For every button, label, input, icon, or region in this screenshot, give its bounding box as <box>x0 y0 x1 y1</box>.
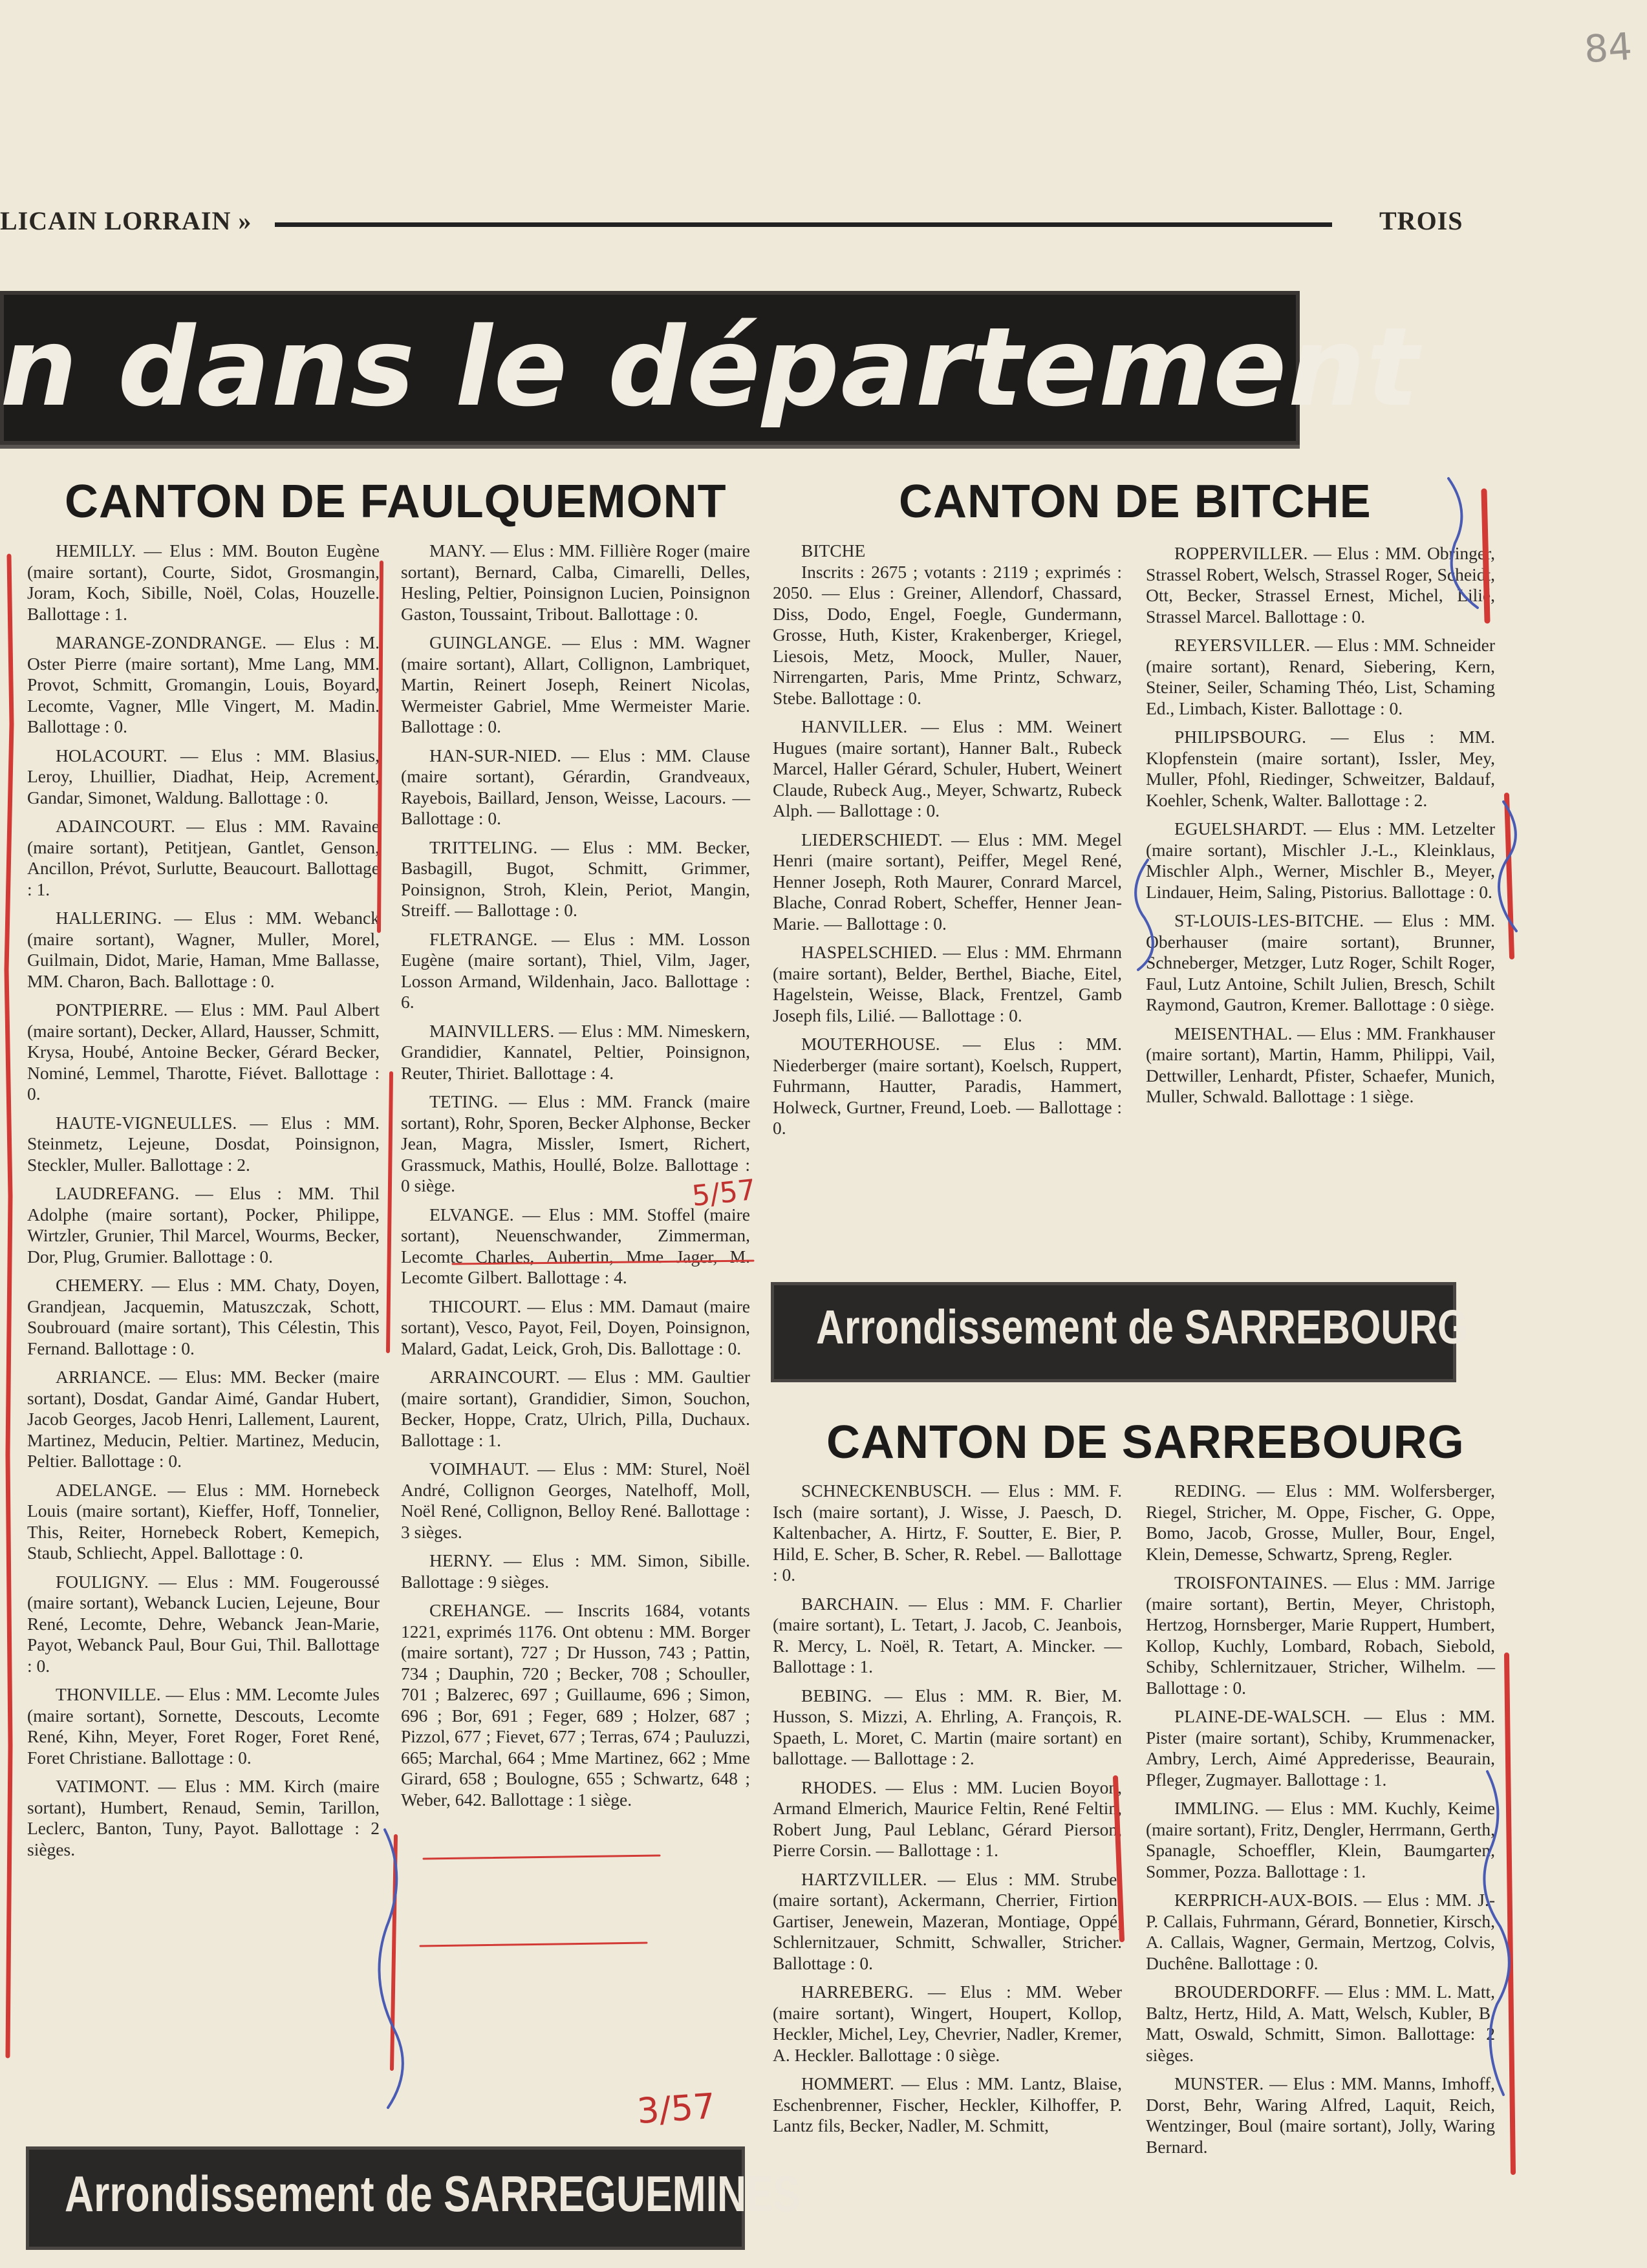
canton-sarrebourg-heading: CANTON DE SARREBOURG <box>826 1417 1465 1468</box>
arrondissement-sarrebourg-title: Arrondissement de SARREBOURG <box>816 1300 1469 1354</box>
department-banner-title: n dans le département <box>0 304 1420 431</box>
article-commune: HALLERING. — Elus : MM. Webanck (maire sortant), Wagner, Muller, Morel, Guilmain, Didot, Marie, Haman, Mme Ballasse, MM. Charon, Bach. Ballottage : 0. <box>27 908 380 991</box>
handwritten-note-teting: 5/57 <box>690 1173 758 1214</box>
blue-pen-marks <box>379 478 1516 2108</box>
article-commune: CREHANGE. — Inscrits 1684, votants 1221, exprimés 1176. Ont obtenu : MM. Borger (maire sortant), 727 ; Dr Husson, 743 ; Pattin, 734 ; Dauphin, 720 ; Becker, 708 ; Schouller, 701 ; Balzerec, 697 ; Guillaume, 696 ; Simon, 696 ; Bor, 691 ; Feger, 689 ; Holzer, 687 ; Pizzol, 677 ; Fievet, 677 ; Terras, 674 ; Pauluzzi, 665; Marchal, 664 ; Mme Martinez, 662 ; Mme Girard, 658 ; Boulogne, 655 ; Schwartz, 648 ; Weber, 642. Ballottage : 1 siège. <box>401 1600 750 1810</box>
article-commune: ST-LOUIS-LES-BITCHE. — Elus : MM. Oberhauser (maire sortant), Brunner, Schneberger, Metzger, Lutz Roger, Schilt Roger, Faul, Lutz Antoine, Schilt Julien, Bresch, Schilt Raymond, Gautron, Kremer. Ballottage : 0 siège. <box>1146 910 1495 1014</box>
article-commune: PLAINE-DE-WALSCH. — Elus : MM. Pister (maire sortant), Schiby, Krummenacker, Ambry, Lerch, Aimé Apprederisse, Beaurain, Pfleger, Zugmayer. Ballottage : 1. <box>1146 1706 1495 1790</box>
article-commune: FOULIGNY. — Elus : MM. Fougeroussé (maire sortant), Webanck Lucien, Lejeune, Bour René, Lecomte, Dehre, Webanck Jean-Marie, Payot, Webanck Paul, Bour Gui, Thil. Ballottage : 0. <box>27 1571 380 1676</box>
article-commune: Inscrits : 2675 ; votants : 2119 ; exprimés : 2050. — Elus : Greiner, Allendorf, Chassard, Diss, Dodo, Engel, Foegle, Gundermann, Grosse, Huth, Kister, Krakenberger, Kriegel, Liesois, Metz, Moock, Muller, Nauer, Nirrengarten, Paris, Mme Printz, Schwarz, Stebe. Ballottage : 0. <box>773 561 1122 708</box>
article-commune: PHILIPSBOURG. — Elus : MM. Klopfenstein (maire sortant), Issler, Mey, Muller, Pfohl, Riedinger, Schweitzer, Baldauf, Koehler, Schenk, Walter. Ballottage : 2. <box>1146 727 1495 810</box>
article-commune: VOIMHAUT. — Elus : MM: Sturel, Noël André, Collignon Georges, Natelhoff, Moll, Noël René, Collignon, Belloy René. Ballottage : 3 sièges. <box>401 1459 750 1542</box>
article-commune: ADELANGE. — Elus : MM. Hornebeck Louis (maire sortant), Kieffer, Hoff, Tonnelier, This, Reiter, Hornebeck Robert, Kemepich, Staub, Schliecht, Appel. Ballottage : 0. <box>27 1479 380 1563</box>
article-commune: ARRAINCOURT. — Elus : MM. Gaultier (maire sortant), Grandidier, Simon, Souchon, Becker, Hoppe, Cratz, Ulrich, Pilla, Duchaux. Ballottage : 1. <box>401 1367 750 1450</box>
article-commune: HERNY. — Elus : MM. Simon, Sibille. Ballottage : 9 sièges. <box>401 1550 750 1592</box>
article-commune: BROUDERDORFF. — Elus : MM. L. Matt, Baltz, Hertz, Hild, A. Matt, Welsch, Kubler, B. Matt, Oswald, Schmitt, Simon. Ballottage: 2 sièges. <box>1146 1982 1495 2065</box>
article-commune: HARTZVILLER. — Elus : MM. Strubel (maire sortant), Ackermann, Cherrier, Firtion, Gartiser, Jenewein, Mazeran, Montiage, Oppé, Schlernitzauer, Schmitt, Schwaller, Stricher. Ballottage : 0. <box>773 1868 1122 1973</box>
article-commune: HOMMERT. — Elus : MM. Lantz, Blaise, Eschenbrenner, Fischer, Heckler, Kilhoffer, P. Lantz fils, Becker, Nadler, M. Schmitt, <box>773 2073 1122 2135</box>
article-commune: MAINVILLERS. — Elus : MM. Nimeskern, Grandidier, Kannatel, Peltier, Poinsignon, Reuter, Thiriet. Ballottage : 4. <box>401 1020 750 1083</box>
page-number-handwritten: 84 <box>1582 24 1634 72</box>
article-commune: BEBING. — Elus : MM. R. Bier, M. Husson, S. Mizzi, A. Ehrling, A. François, R. Spaeth, L. Moret, C. Martin (maire sortant) en ballottage. — Ballottage : 2. <box>773 1685 1122 1768</box>
article-commune: MARANGE-ZONDRANGE. — Elus : M. Oster Pierre (maire sortant), Mme Lang, MM. Provot, Schmitt, Gromangin, Louis, Boyard, Lecomte, Vagner, Mlle Vingert, M. Madin. Ballottage : 0. <box>27 632 380 736</box>
article-commune: HOLACOURT. — Elus : MM. Blasius, Leroy, Lhuillier, Diadhat, Heip, Acrement, Gandar, Simonet, Waldung. Ballottage : 0. <box>27 745 380 808</box>
article-commune: EGUELSHARDT. — Elus : MM. Letzelter (maire sortant), Mischler J.-L., Kleinklaus, Mischler Alph., Werner, Mischler B., Meyer, Lindauer, Heim, Saling, Pistorius. Ballottage : 0. <box>1146 818 1495 902</box>
article-commune: LIEDERSCHIEDT. — Elus : MM. Megel Henri (maire sortant), Peiffer, Megel René, Henner Joseph, Roth Maurer, Conrard Marcel, Blache, Conrad Robert, Scheffer, Henner Jean-Marie. — Ballottage : 0. <box>773 829 1122 934</box>
canton-faulquemont-heading: CANTON DE FAULQUEMONT <box>65 476 727 528</box>
canton-bitche-heading: CANTON DE BITCHE <box>899 476 1372 528</box>
article-commune: HEMILLY. — Elus : MM. Bouton Eugène (maire sortant), Courte, Sidot, Grosmangin, Joram, Koch, Sibille, Noël, Colas, Houzelle. Ballottage : 1. <box>27 540 380 624</box>
article-commune: THONVILLE. — Elus : MM. Lecomte Jules (maire sortant), Sornette, Descouts, Lecomte René, Kihn, Meyer, Foret Roger, Foret René, Foret Christiane. Ballottage : 0. <box>27 1684 380 1768</box>
article-commune: ROPPERVILLER. — Elus : MM. Obringer, Strassel Robert, Welsch, Strassel Roger, Scheidt, Ott, Becker, Strassel Ernest, Michel, Lilié, Strassel Marcel. Ballottage : 0. <box>1146 543 1495 626</box>
article-commune: ADAINCOURT. — Elus : MM. Ravaine (maire sortant), Petitjean, Gantlet, Genson, Ancillon, Prévot, Surlutte, Beaucourt. Ballottage : 1. <box>27 816 380 899</box>
article-commune: ELVANGE. — Elus : MM. Stoffel (maire sortant), Neuenschwander, Zimmerman, Lecomte Charles, Aubertin, Mme Jager, M. Lecomte Gilbert. Ballottage : 4. <box>401 1204 750 1287</box>
article-commune: ARRIANCE. — Elus: MM. Becker (maire sortant), Dosdat, Gandar Aimé, Gandar Hubert, Jacob Georges, Jacob Henri, Lallement, Laurent, Martinez, Meducin, Peltier. Martinez, Meducin, Peltier. Ballottage : 0. <box>27 1367 380 1471</box>
article-commune: KERPRICH-AUX-BOIS. — Elus : MM. J.-P. Callais, Fuhrmann, Gérard, Bonnetier, Kirsch, A. Callais, Wagner, Germain, Mertzog, Colvis, Duchêne. Ballottage : 0. <box>1146 1890 1495 1973</box>
article-commune: FLETRANGE. — Elus : MM. Losson Eugène (maire sortant), Thiel, Vilm, Jager, Losson Armand, Wildenhain, Jaco. Ballottage : 6. <box>401 928 750 1012</box>
article-commune: REDING. — Elus : MM. Wolfersberger, Riegel, Stricher, M. Oppe, Fischer, G. Oppe, Bomo, Jacob, Grosse, Muller, Bour, Engel, Klein, Demesse, Schwartz, Spreng, Regler. <box>1146 1481 1495 1564</box>
article-commune: TETING. — Elus : MM. Franck (maire sortant), Rohr, Sporen, Becker Alphonse, Becker Jean, Magra, Missler, Ismert, Richert, Grassmuck, Mathis, Houllé, Bolze. Ballottage : 0 siège. <box>401 1091 750 1195</box>
article-commune: LAUDREFANG. — Elus : MM. Thil Adolphe (maire sortant), Pocker, Philippe, Wirtzler, Grunier, Thil Marcel, Wourms, Becker, Dor, Plug, Grumier. Ballottage : 0. <box>27 1183 380 1267</box>
commune-heading-bitche: BITCHE <box>801 540 866 561</box>
article-commune: HANVILLER. — Elus : MM. Weinert Hugues (maire sortant), Hanner Balt., Rubeck Marcel, Haller Gérard, Schuler, Hubert, Weinert Claude, Rubeck Aug., Meyer, Schwartz, Rubeck Alph. — Ballottage : 0. <box>773 716 1122 820</box>
article-commune: RHODES. — Elus : MM. Lucien Boyon, Armand Elmerich, Maurice Feltin, René Feltin, Robert Jung, Paul Leblanc, Gérard Pierson, Pierre Corsin. — Ballottage : 1. <box>773 1777 1122 1860</box>
handwritten-note-bottom: 3/57 <box>635 2085 717 2132</box>
article-commune: REYERSVILLER. — Elus : MM. Schneider (maire sortant), Renard, Siebering, Kern, Steiner, Seiler, Schaming Théo, List, Schaming Ed., Limbach, Kister. Ballottage : 0. <box>1146 635 1495 718</box>
article-commune: IMMLING. — Elus : MM. Kuchly, Keime (maire sortant), Fritz, Dengler, Herrmann, Gerth, Spanagle, Schoeffler, Klein, Baumgarten, Sommer, Pozza. Ballottage : 1. <box>1146 1798 1495 1881</box>
page-label: TROIS <box>1379 206 1463 235</box>
article-commune: MANY. — Elus : MM. Fillière Roger (maire sortant), Bernard, Calba, Cimarelli, Delles, Hesling, Peltier, Poinsignon Lucien, Poinsignon Gaston, Toussaint, Tribout. Ballottage : 0. <box>401 540 750 624</box>
article-commune: GUINGLANGE. — Elus : MM. Wagner (maire sortant), Allart, Collignon, Lambriquet, Martin, Reinert Joseph, Reinert Nicolas, Wermeister Gabriel, Mme Wermeister Marie. Ballottage : 0. <box>401 632 750 736</box>
article-commune: HAUTE-VIGNEULLES. — Elus : MM. Steinmetz, Lejeune, Dosdat, Poinsignon, Steckler, Muller. Ballottage : 2. <box>27 1112 380 1175</box>
newspaper-name: LICAIN LORRAIN » <box>0 206 252 235</box>
article-commune: HAN-SUR-NIED. — Elus : MM. Clause (maire sortant), Gérardin, Grandveaux, Rayebois, Baillard, Jenson, Weisse, Lacours. — Ballottage : 0. <box>401 745 750 828</box>
red-pen-marks <box>6 491 1513 2172</box>
article-commune: HASPELSCHIED. — Elus : MM. Ehrmann (maire sortant), Belder, Berthel, Biache, Eitel, Hagelstein, Weisse, Black, Frentzel, Gamb Joseph fils, Lilié. — Ballottage : 0. <box>773 942 1122 1025</box>
article-commune: VATIMONT. — Elus : MM. Kirch (maire sortant), Humbert, Renaud, Semin, Tarillon, Leclerc, Banton, Tuny, Payot. Ballottage : 2 sièges. <box>27 1776 380 1859</box>
article-commune: TRITTELING. — Elus : MM. Becker, Basbagill, Bugot, Schmitt, Grimmer, Poinsignon, Stroh, Klein, Periot, Mangin, Streiff. — Ballottage : 0. <box>401 837 750 920</box>
article-commune: CHEMERY. — Elus : MM. Chaty, Doyen, Grandjean, Jacquemin, Matuszczak, Schott, Soubrouard (maire sortant), This Célestin, This Fernand. Ballottage : 0. <box>27 1275 380 1358</box>
article-commune: MUNSTER. — Elus : MM. Manns, Imhoff, Dorst, Behr, Waring Alfred, Laquit, Reich, Wentzinger, Boul (maire sortant), Jolly, Waring Bernard. <box>1146 2073 1495 2157</box>
article-commune: MEISENTHAL. — Elus : MM. Frankhauser (maire sortant), Martin, Hamm, Philippi, Vail, Dettwiller, Lenhardt, Pfister, Schaefer, Munich, Muller, Schwald. Ballottage : 1 siège. <box>1146 1023 1495 1106</box>
arrondissement-sarreguemines-title: Arrondissement de SARREGUEMINES <box>65 2165 801 2222</box>
article-commune: HARREBERG. — Elus : MM. Weber (maire sortant), Wingert, Houpert, Kollop, Heckler, Michel, Ley, Chevrier, Nadler, Kremer, A. Heckler. Ballottage : 0 siège. <box>773 1982 1122 2065</box>
article-commune: THICOURT. — Elus : MM. Damaut (maire sortant), Vesco, Payot, Feil, Doyen, Poinsignon, Malard, Gadat, Leick, Groh, Dis. Ballottage : 0. <box>401 1296 750 1358</box>
article-commune: PONTPIERRE. — Elus : MM. Paul Albert (maire sortant), Decker, Allard, Hausser, Schmitt, Krysa, Houbé, Antoine Becker, Gérard Becker, Nominé, Lemmel, Tharotte, Fiévet. Ballottage : 0. <box>27 1000 380 1104</box>
article-commune: SCHNECKENBUSCH. — Elus : MM. F. Isch (maire sortant), J. Wisse, J. Paesch, D. Kaltenbacher, A. Hirtz, F. Soutter, E. Bier, P. Hild, E. Scher, B. Scher, R. Rebel. — Ballottage : 0. <box>773 1481 1122 1585</box>
article-commune: BARCHAIN. — Elus : MM. F. Charlier (maire sortant), L. Tetart, J. Jacob, C. Jeanbois, R. Mercy, L. Noël, R. Tetart, A. Mincker. — Ballottage : 1. <box>773 1593 1122 1676</box>
article-commune: MOUTERHOUSE. — Elus : MM. Niederberger (maire sortant), Koelsch, Ruppert, Fuhrmann, Hautter, Paradis, Hammert, Holweck, Gurtner, Freund, Loeb. — Ballottage : 0. <box>773 1034 1122 1138</box>
article-commune: TROISFONTAINES. — Elus : MM. Jarrige (maire sortant), Bertin, Meyer, Christoph, Hertzog, Hornsberger, Marie Ruppert, Humbert, Kollop, Kuchly, Lombard, Robach, Siebold, Schiby, Schlernitzauer, Stricher, Wilhelm. — Ballottage : 0. <box>1146 1572 1495 1698</box>
